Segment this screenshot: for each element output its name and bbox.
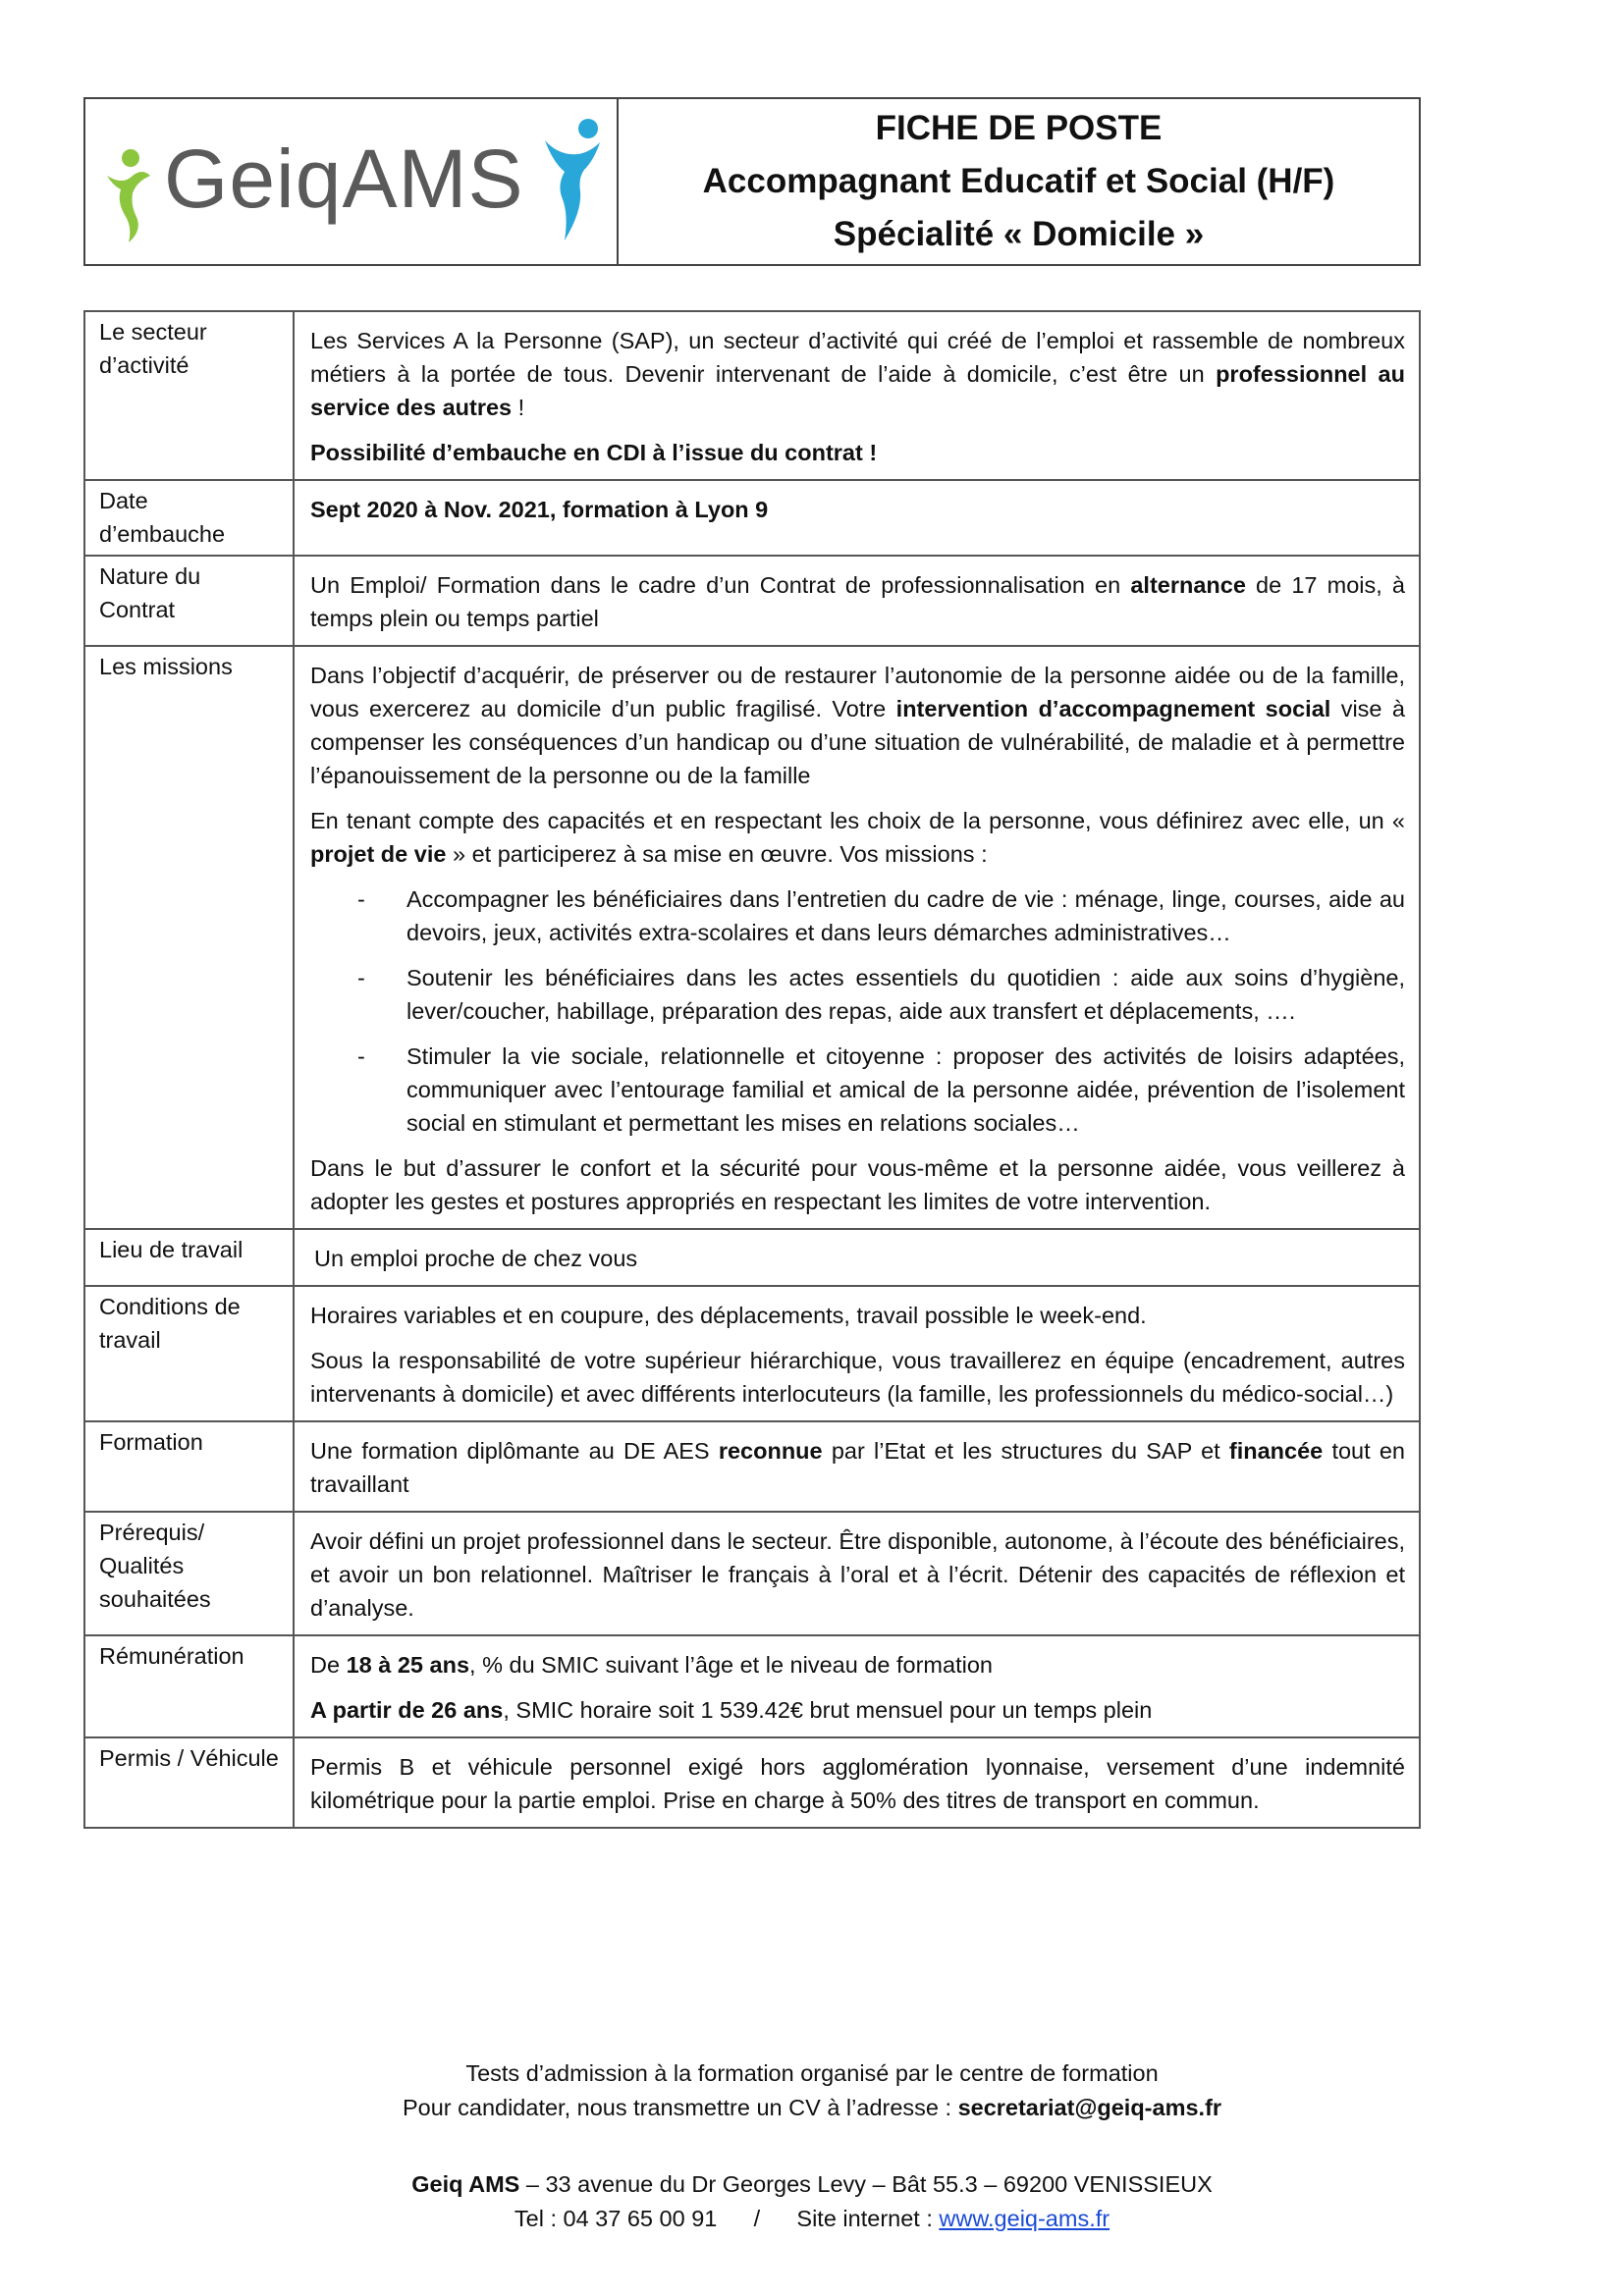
row-content (294, 1737, 1420, 1828)
row-label: Rémunération (84, 1635, 294, 1737)
row-nature (84, 556, 1420, 646)
row-content (294, 1512, 1420, 1635)
green-figure-icon (103, 146, 154, 244)
separator: / (753, 2206, 761, 2231)
application-info (0, 2056, 1624, 2125)
site-label: Site internet : (796, 2206, 940, 2231)
secteur-text: Les Services A la Personne (SAP), un secteur d’activité qui créé de l’emploi et rassemble de nombreux métiers à la portée de tous. Devenir intervenant de l’aide à domicile, c’est être un professionnel au service des autres ! (310, 328, 1405, 420)
title-line-2: Accompagnant Educatif et Social (H/F) (702, 162, 1335, 200)
missions-projet: En tenant compte des capacités et en respectant les choix de la personne, vous définirez avec elle, un « projet de vie » et participerez à sa mise en œuvre. Vos missions : (310, 808, 1405, 867)
address-line: Geiq AMS – 33 avenue du Dr Georges Levy – Bât 55.3 – 69200 VENISSIEUX (411, 2171, 1213, 2197)
row-prerequis (84, 1512, 1420, 1635)
conditions-hours: Horaires variables et en coupure, des déplacements, travail possible le week-end. (310, 1303, 1147, 1328)
cdi-notice: Possibilité d’embauche en CDI à l’issue du contrat ! (310, 440, 878, 465)
admission-tests-line: Tests d’admission à la formation organisé par le centre de formation (465, 2060, 1159, 2086)
row-content (294, 1229, 1420, 1286)
row-label: Les missions (84, 646, 294, 1229)
list-item: - Soutenir les bénéficiaires dans les actes essentiels du quotidien : aide aux soins d’hygiène, lever/coucher, habillage, préparation des repas, aide aux transfert et déplacements, …. (310, 961, 1405, 1028)
contact-line (0, 2202, 1624, 2236)
row-label: Date d’embauche (84, 480, 294, 556)
lieu-value: Un emploi proche de chez vous (314, 1246, 638, 1271)
conditions-team: Sous la responsabilité de votre supérieur hiérarchique, vous travaillerez en équipe (encadrement, autres intervenants à domicile) et avec différents interlocuteurs (la famille, les professionnels du médico-social…) (310, 1348, 1405, 1407)
logo-wordmark (164, 132, 523, 227)
row-permis (84, 1737, 1420, 1828)
logo-cell (85, 99, 619, 264)
website-link[interactable]: www.geiq-ams.fr (939, 2206, 1110, 2231)
job-details-table (83, 310, 1421, 1829)
nature-text: Un Emploi/ Formation dans le cadre d’un Contrat de professionnalisation en alternance de 17 mois, à temps plein ou temps partiel (310, 572, 1405, 631)
row-label: Conditions de travail (84, 1286, 294, 1421)
date-value: Sept 2020 à Nov. 2021, formation à Lyon 9 (310, 497, 769, 522)
title-cell (619, 99, 1419, 264)
blue-figure-icon (539, 117, 604, 244)
row-label: Le secteur d’activité (84, 311, 294, 480)
row-lieu (84, 1229, 1420, 1286)
title-line-1: FICHE DE POSTE (875, 109, 1163, 147)
row-label: Permis / Véhicule (84, 1737, 294, 1828)
remuneration-young: De 18 à 25 ans, % du SMIC suivant l’âge et le niveau de formation (310, 1652, 993, 1678)
missions-list (310, 882, 1405, 1140)
list-item: - Stimuler la vie sociale, relationnelle et citoyenne : proposer des activités de loisirs adaptées, communiquer avec l’entourage familial et amical de la personne aidée, prévention de l’isolement social en stimulant et permettant les mises en relations sociales… (310, 1040, 1405, 1140)
row-label: Prérequis/ Qualités souhaitées (84, 1512, 294, 1635)
contact-email: secretariat@geiq-ams.fr (957, 2095, 1222, 2120)
row-content (294, 1286, 1420, 1421)
phone-number: Tel : 04 37 65 00 91 (514, 2206, 718, 2231)
list-item: - Accompagner les bénéficiaires dans l’entretien du cadre de vie : ménage, linge, courses, aide au devoirs, jeux, activités extra-scolaires et dans leurs démarches administratives… (310, 882, 1405, 949)
title-line-3: Spécialité « Domicile » (833, 215, 1205, 253)
prerequis-text: Avoir défini un projet professionnel dans le secteur. Être disponible, autonome, à l’écoute des bénéficiaires, et avoir un bon relationnel. Maîtriser le français à l’oral et à l’écrit. Détenir des capacités de réflexion et d’analyse. (310, 1528, 1405, 1621)
missions-intro: Dans l’objectif d’acquérir, de préserver ou de restaurer l’autonomie de la personne aidée ou de la famille, vous exercerez au domicile d’un public fragilisé. Votre intervention d’accompagnement social vise à compenser les conséquences d’un handicap ou d’une situation de vulnérabilité, de maladie et à permettre l’épanouissement de la personne ou de la famille (310, 663, 1405, 788)
row-content (294, 646, 1420, 1229)
row-label: Nature du Contrat (84, 556, 294, 646)
apply-line: Pour candidater, nous transmettre un CV à l’adresse : secretariat@geiq-ams.fr (402, 2095, 1222, 2120)
formation-text: Une formation diplômante au DE AES reconnue par l’Etat et les structures du SAP et financée tout en travaillant (310, 1438, 1405, 1497)
logo-prefix: Geiq (164, 133, 343, 225)
row-conditions (84, 1286, 1420, 1421)
remuneration-adult: A partir de 26 ans, SMIC horaire soit 1 539.42€ brut mensuel pour un temps plein (310, 1697, 1153, 1723)
document-header (83, 97, 1421, 266)
row-remuneration (84, 1635, 1420, 1737)
row-label: Lieu de travail (84, 1229, 294, 1286)
row-content (294, 311, 1420, 480)
permis-text: Permis B et véhicule personnel exigé hors agglomération lyonnaise, versement d’une indemnité kilométrique pour la partie emploi. Prise en charge à 50% des titres de transport en commun. (310, 1754, 1405, 1813)
row-content (294, 556, 1420, 646)
row-content (294, 1635, 1420, 1737)
row-content (294, 480, 1420, 556)
company-address (0, 2167, 1624, 2236)
logo-suffix: AMS (342, 133, 524, 225)
row-missions (84, 646, 1420, 1229)
missions-conclusion: Dans le but d’assurer le confort et la sécurité pour vous-même et la personne aidée, vous veillerez à adopter les gestes et postures appropriés en respectant les limites de votre intervention. (310, 1155, 1405, 1214)
row-secteur (84, 311, 1420, 480)
row-formation (84, 1421, 1420, 1512)
row-date (84, 480, 1420, 556)
row-content (294, 1421, 1420, 1512)
row-label: Formation (84, 1421, 294, 1512)
